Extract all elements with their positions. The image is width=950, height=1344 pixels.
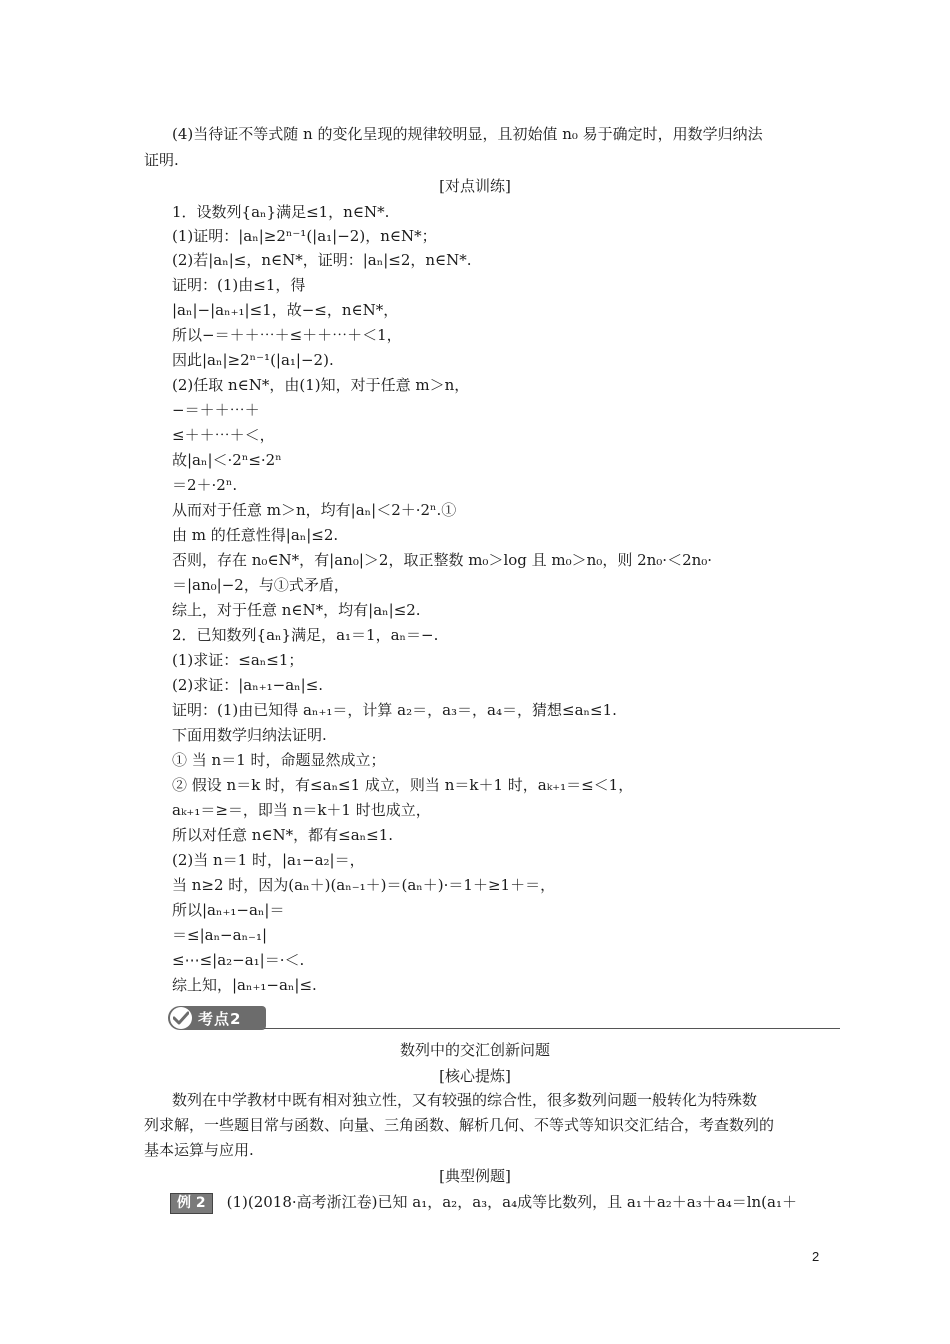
problem-line: (2)求证：|aₙ₊₁−aₙ|≤. — [172, 676, 324, 694]
problem-line: (1)证明：|aₙ|≥2ⁿ⁻¹(|a₁|−2)，n∈N*； — [172, 227, 437, 245]
page-number: 2 — [812, 1249, 820, 1264]
checkmark-icon — [170, 1007, 192, 1029]
problem-line: 1．设数列{aₙ}满足≤1，n∈N*. — [172, 203, 390, 221]
section-heading-example: [典型例题] — [439, 1167, 511, 1185]
proof-line: 当 n≥2 时，因为(aₙ＋)(aₙ₋₁＋)＝(aₙ＋)·＝1＋≥1＋＝， — [172, 876, 556, 894]
section-heading-core: [核心提炼] — [439, 1067, 511, 1085]
proof-line: ＝2＋·2ⁿ. — [172, 476, 238, 494]
proof-line: 因此|aₙ|≥2ⁿ⁻¹(|a₁|−2). — [172, 351, 334, 369]
proof-line: ① 当 n＝1 时，命题显然成立； — [172, 751, 386, 769]
proof-line: 从而对于任意 m＞n，均有|aₙ|＜2＋·2ⁿ.① — [172, 501, 457, 519]
proof-line: |aₙ|−|aₙ₊₁|≤1，故−≤，n∈N*， — [172, 301, 399, 319]
proof-line: (2)任取 n∈N*，由(1)知，对于任意 m＞n， — [172, 376, 470, 394]
section-badge-bar — [168, 1006, 840, 1032]
proof-line: ≤＋＋⋯＋＜， — [172, 426, 275, 444]
proof-line: 下面用数学归纳法证明. — [172, 726, 327, 744]
problem-line: (2)若|aₙ|≤，n∈N*，证明：|aₙ|≤2，n∈N*. — [172, 251, 472, 269]
proof-line: −＝＋＋⋯＋ — [172, 401, 260, 419]
problem-line: (1)求证：≤aₙ≤1； — [172, 651, 304, 669]
example-text: (1)(2018·高考浙江卷)已知 a₁，a₂，a₃，a₄成等比数列，且 a₁＋a₂＋a₃＋a₄＝ln(a₁＋ — [226, 1193, 797, 1211]
proof-line: ② 假设 n＝k 时，有≤aₙ≤1 成立，则当 n＝k＋1 时，aₖ₊₁＝≤＜1， — [172, 776, 634, 794]
section-divider — [264, 1028, 840, 1029]
proof-line: 综上，对于任意 n∈N*，均有|aₙ|≤2. — [172, 601, 421, 619]
paragraph-line: 列求解，一些题目常与函数、向量、三角函数、解析几何、不等式等知识交汇结合，考查数列的 — [144, 1116, 775, 1134]
paragraph-line: (4)当待证不等式随 n 的变化呈现的规律较明显，且初始值 n₀ 易于确定时，用数学归纳法 — [172, 125, 763, 143]
problem-line: 2．已知数列{aₙ}满足，a₁＝1，aₙ＝−. — [172, 626, 439, 644]
example-badge: 例 2 — [170, 1193, 213, 1214]
proof-line: 综上知，|aₙ₊₁−aₙ|≤. — [172, 976, 317, 994]
proof-line: aₖ₊₁＝≥＝，即当 n＝k＋1 时也成立， — [172, 801, 431, 819]
proof-line: (2)当 n＝1 时，|a₁−a₂|＝， — [172, 851, 365, 869]
proof-line: 证明：(1)由已知得 aₙ₊₁＝，计算 a₂＝，a₃＝，a₄＝，猜想≤aₙ≤1. — [172, 701, 617, 719]
proof-line: ＝≤|aₙ−aₙ₋₁| — [172, 926, 268, 944]
proof-line: 证明：(1)由≤1，得 — [172, 276, 306, 294]
proof-line: 由 m 的任意性得|aₙ|≤2. — [172, 526, 339, 544]
proof-line: 故|aₙ|＜·2ⁿ≤·2ⁿ — [172, 451, 282, 469]
proof-line: ≤⋯≤|a₂−a₁|＝·＜. — [172, 951, 305, 969]
paragraph-line: 基本运算与应用. — [144, 1141, 254, 1159]
example-line — [170, 1192, 797, 1214]
proof-line: 否则，存在 n₀∈N*，有|an₀|＞2，取正整数 m₀＞log 且 m₀＞n₀，则 2n₀·＜2n₀· — [172, 551, 713, 569]
paragraph-line: 数列在中学教材中既有相对独立性，又有较强的综合性，很多数列问题一般转化为特殊数 — [172, 1091, 758, 1109]
paragraph-line: 证明. — [144, 151, 179, 169]
section-badge-label: 考点2 — [198, 1010, 242, 1028]
section-heading-training: [对点训练] — [439, 177, 511, 195]
proof-line: 所以对任意 n∈N*，都有≤aₙ≤1. — [172, 826, 394, 844]
proof-line: 所以|aₙ₊₁−aₙ|＝ — [172, 901, 285, 919]
section-badge — [168, 1006, 266, 1030]
proof-line: 所以−＝＋＋⋯＋≤＋＋⋯＋＜1， — [172, 326, 402, 344]
section-title: 数列中的交汇创新问题 — [399, 1041, 550, 1059]
proof-line: ＝|an₀|−2，与①式矛盾， — [172, 576, 349, 594]
